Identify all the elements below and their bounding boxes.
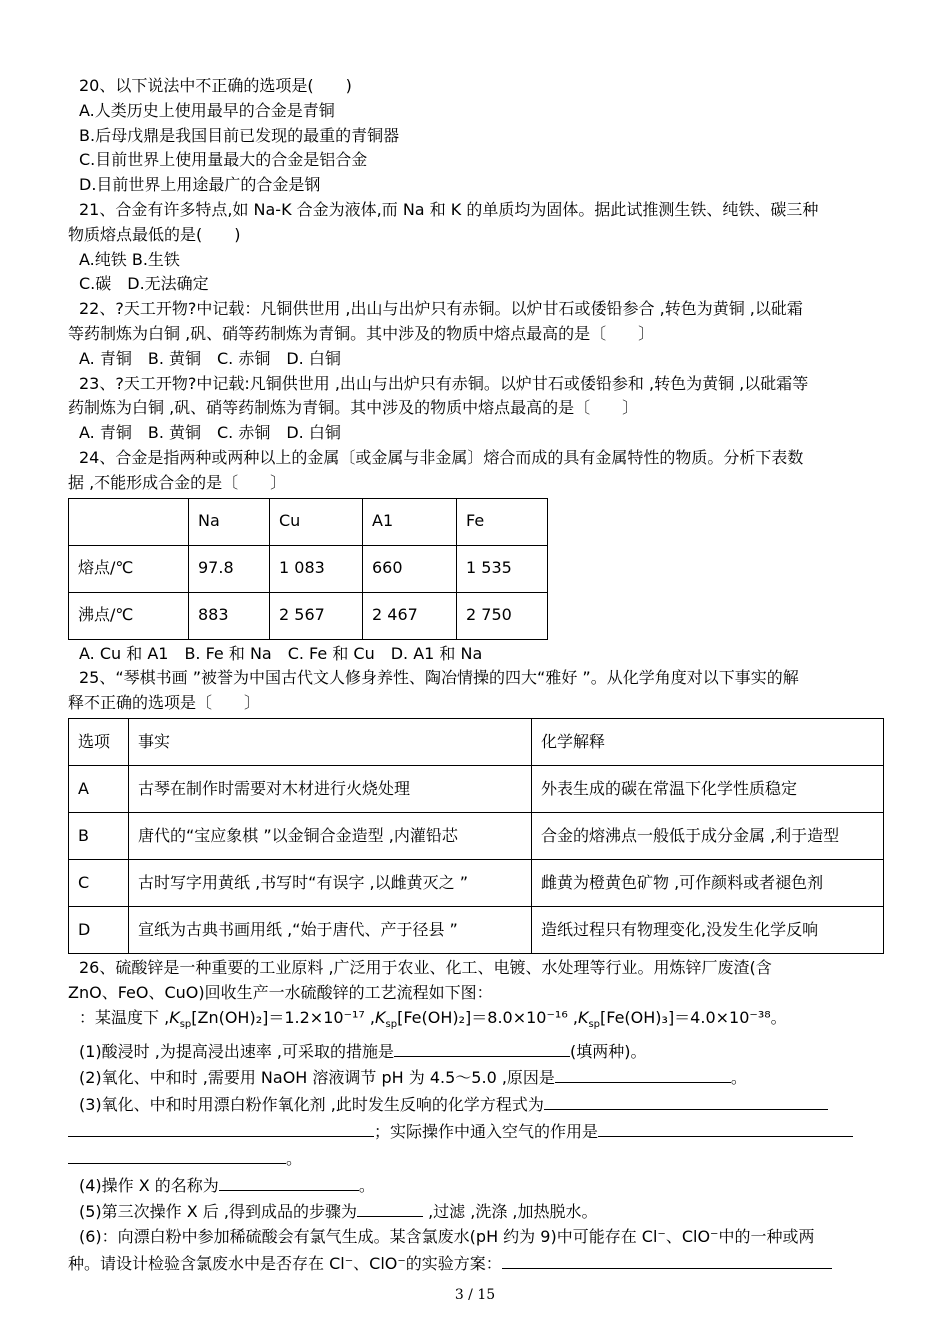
table-row xyxy=(69,718,884,765)
table-cell xyxy=(69,498,189,545)
q25-stem: 25、“琴棋书画 ”被誉为中国古代文人修身养性、陶冶情操的四大“雅好 ”。从化学角度对以下事实的解 xyxy=(79,668,799,688)
answer-blank[interactable] xyxy=(598,1118,853,1137)
table-cell: 660 xyxy=(363,545,457,592)
q22-options: A. 青铜 B. 黄铜 C. 赤铜 D. 白铜 xyxy=(79,348,341,368)
q21-stem: 21、合金有许多特点,如 Na-K 合金为液体,而 Na 和 K 的单质均为固体。据此试推测生铁、纯铁、碳三种 xyxy=(79,199,819,219)
table-row xyxy=(69,906,884,953)
table-cell: 1 083 xyxy=(270,545,363,592)
q21-stem-cont: 物质熔点最低的是( ) xyxy=(68,224,241,244)
q23-stem-cont: 药制炼为白铜 ,矾、硝等药制炼为青铜。其中涉及的物质中熔点最高的是〔 〕 xyxy=(68,398,639,418)
answer-blank[interactable] xyxy=(68,1118,374,1137)
q22-stem-cont: 等药制炼为白铜 ,矾、硝等药制炼为青铜。其中涉及的物质中熔点最高的是〔 〕 xyxy=(68,323,655,343)
table-row xyxy=(69,812,884,859)
table-row xyxy=(69,498,548,545)
q25-stem-cont: 释不正确的选项是〔 〕 xyxy=(68,693,261,713)
q20-option-b: B.后母戊鼎是我国目前已发现的最重的青铜器 xyxy=(79,125,400,145)
q25-table xyxy=(68,718,884,954)
table-row xyxy=(69,545,548,592)
table-cell: B xyxy=(69,812,129,859)
table-cell: 2 750 xyxy=(457,592,548,639)
answer-blank[interactable] xyxy=(357,1198,423,1217)
q26-part4: (4)操作 X 的名称为 。 xyxy=(68,1172,884,1199)
table-cell: Fe xyxy=(457,498,548,545)
table-cell: 1 535 xyxy=(457,545,548,592)
table-cell: 古琴在制作时需要对木材进行火烧处理 xyxy=(129,765,532,812)
q24-stem-cont: 据 ,不能形成合金的是〔 〕 xyxy=(68,472,287,492)
answer-blank[interactable] xyxy=(219,1172,359,1191)
q21-options: C.碳 D.无法确定 xyxy=(79,274,209,294)
table-cell: 合金的熔沸点一般低于成分金属 ,利于造型 xyxy=(532,812,884,859)
q26-part3: (3)氧化、中和时用漂白粉作氧化剂 ,此时发生反响的化学方程式为 xyxy=(68,1091,884,1118)
answer-blank[interactable] xyxy=(502,1250,832,1269)
table-cell: A xyxy=(69,765,129,812)
q20-option-a: A.人类历史上使用最早的合金是青铜 xyxy=(79,100,335,120)
q26-stem: 26、硫酸锌是一种重要的工业原料 ,广泛用于农业、化工、电镀、水处理等行业。用炼锌厂废渣(含 xyxy=(79,957,772,977)
q26-stem-cont: ZnO、FeO、CuO)回收生产一水硫酸锌的工艺流程如下图： xyxy=(68,982,493,1002)
table-cell: 883 xyxy=(189,592,270,639)
table-cell: 沸点/℃ xyxy=(69,592,189,639)
answer-blank[interactable] xyxy=(68,1145,286,1164)
answer-blank[interactable] xyxy=(394,1038,570,1057)
table-cell: 选项 xyxy=(69,718,129,765)
table-cell: 熔点/℃ xyxy=(69,545,189,592)
q26-part3-cont: ；实际操作中通入空气的作用是 xyxy=(68,1118,884,1145)
table-cell: 唐代的“宝应象棋 ”以金铜合金造型 ,内灌铅芯 xyxy=(129,812,532,859)
q20-option-c: C.目前世界上使用量最大的合金是铝合金 xyxy=(79,150,368,170)
table-cell: C xyxy=(69,859,129,906)
q26-part5: (5)第三次操作 X 后 ,得到成品的步骤为 ,过滤 ,洗涤 ,加热脱水。 xyxy=(68,1198,884,1225)
table-cell: 外表生成的碳在常温下化学性质稳定 xyxy=(532,765,884,812)
table-cell: 97.8 xyxy=(189,545,270,592)
table-cell: D xyxy=(69,906,129,953)
q26-part6-cont: 种。请设计检验含氯废水中是否存在 Cl⁻、ClO⁻的实验方案： xyxy=(68,1250,884,1277)
table-cell: 造纸过程只有物理变化,没发生化学反响 xyxy=(532,906,884,953)
table-row xyxy=(69,592,548,639)
q24-options: A. Cu 和 A1 B. Fe 和 Na C. Fe 和 Cu D. A1 和 Na xyxy=(79,643,483,663)
q24-stem: 24、合金是指两种或两种以上的金属〔或金属与非金属〕熔合而成的具有金属特性的物质。分析下表数 xyxy=(79,447,804,467)
answer-blank[interactable] xyxy=(544,1091,828,1110)
q26-part2: (2)氧化、中和时 ,需要用 NaOH 溶液调节 pH 为 4.5～5.0 ,原因是 。 xyxy=(68,1064,884,1091)
table-cell: A1 xyxy=(363,498,457,545)
q24-table xyxy=(68,498,548,640)
table-cell: 2 567 xyxy=(270,592,363,639)
q23-options: A. 青铜 B. 黄铜 C. 赤铜 D. 白铜 xyxy=(79,423,341,443)
table-row xyxy=(69,765,884,812)
q26-part6: (6)：向漂白粉中参加稀硫酸会有氯气生成。某含氯废水(pH 约为 9)中可能存在 Cl⁻、ClO⁻中的一种或两 xyxy=(79,1227,815,1247)
q21-options: A.纯铁 B.生铁 xyxy=(79,249,180,269)
q20-option-d: D.目前世界上用途最广的合金是钢 xyxy=(79,175,321,195)
document-page xyxy=(68,74,884,1277)
page-number: 3 / 15 xyxy=(454,1287,496,1303)
table-cell: 宣纸为古典书画用纸 ,“始于唐代、产于径县 ” xyxy=(129,906,532,953)
table-cell: 事实 xyxy=(129,718,532,765)
table-cell: Cu xyxy=(270,498,363,545)
q26-part1: (1)酸浸时 ,为提高浸出速率 ,可采取的措施是 (填两种)。 xyxy=(68,1038,884,1065)
q22-stem: 22、?天工开物?中记载：凡铜供世用 ,出山与出炉只有赤铜。以炉甘石或倭铅参合 ,转色为黄铜 ,以砒霜 xyxy=(79,299,803,319)
table-cell: 古时写字用黄纸 ,书写时“有误字 ,以雌黄灭之 ” xyxy=(129,859,532,906)
table-cell: Na xyxy=(189,498,270,545)
q26-ksp-line: ：某温度下 $,K_{sp}[Zn(OH)_2]=1.2\times 10^{-17}$ $,K_{sp}[Fe(OH)_2]=8.0\times 10^{-16}$ $,K_{sp}[Fe(OH)_3]=4.0\times 10^{-38}$。 xyxy=(79,1007,787,1030)
table-row xyxy=(69,859,884,906)
table-cell: 化学解释 xyxy=(532,718,884,765)
q26-part3-end: 。 xyxy=(68,1145,884,1172)
answer-blank[interactable] xyxy=(555,1064,731,1083)
q23-stem: 23、?天工开物?中记载:凡铜供世用 ,出山与出炉只有赤铜。以炉甘石或倭铅参和 ,转色为黄铜 ,以砒霜等 xyxy=(79,373,809,393)
table-cell: 雌黄为橙黄色矿物 ,可作颜料或者褪色剂 xyxy=(532,859,884,906)
table-cell: 2 467 xyxy=(363,592,457,639)
q20-stem: 20、以下说法中不正确的选项是( ) xyxy=(79,76,352,95)
